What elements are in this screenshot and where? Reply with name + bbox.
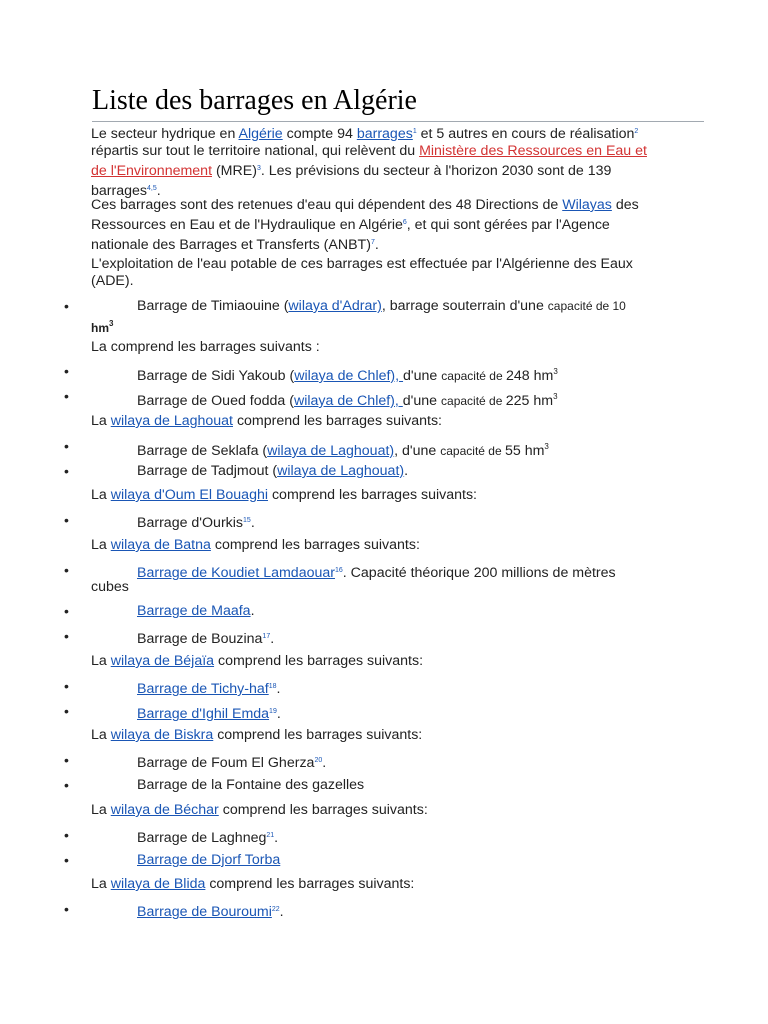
ref-link[interactable]: 16	[334, 567, 343, 574]
link-barrage-tichy-haf[interactable]: Barrage de Tichy-haf	[137, 681, 269, 697]
text: d'une	[402, 393, 442, 409]
text: .	[156, 183, 161, 199]
heading-text	[91, 653, 423, 670]
text: .	[250, 515, 255, 531]
text: Barrage de Laghneg	[137, 830, 267, 846]
item-text	[137, 827, 278, 847]
text: hm	[91, 321, 109, 335]
text: .	[322, 755, 327, 771]
link-wilaya-laghouat[interactable]: wilaya de Laghouat)	[277, 463, 405, 479]
ref-link[interactable]: 7	[370, 239, 375, 246]
heading-text	[91, 339, 320, 356]
item-text	[137, 703, 281, 723]
item-text: Barrage de la Fontaine des gazelles	[137, 777, 365, 793]
link-wilaya-biskra[interactable]: wilaya de Biskra	[110, 727, 214, 743]
item-text	[137, 852, 280, 869]
link-wilaya-oum-el-bouaghi[interactable]: wilaya d'Oum El Bouaghi	[110, 487, 269, 503]
bullet: •	[64, 363, 69, 379]
heading-text	[91, 727, 422, 744]
text: , d'une	[394, 443, 441, 459]
text: .	[279, 904, 284, 920]
text: . Capacité théorique 200 millions de mètres	[342, 565, 616, 581]
superscript: 3	[544, 442, 549, 451]
link-wilaya-bejaia[interactable]: wilaya de Béjaïa	[110, 653, 215, 669]
text: La	[91, 339, 107, 355]
bullet: •	[64, 603, 69, 619]
bullet: •	[64, 678, 69, 694]
text: comprend les barrages suivants:	[233, 413, 442, 429]
text: La	[91, 537, 111, 553]
text: Barrage de Seklafa (	[137, 443, 268, 459]
bullet: •	[64, 628, 69, 644]
text: comprend les barrages suivants:	[213, 727, 423, 743]
link-wilaya-chlef[interactable]: wilaya de Chlef),	[294, 368, 404, 384]
bullet: •	[64, 852, 69, 868]
superscript: 3	[553, 392, 558, 401]
text: Barrage de Sidi Yakoub (	[137, 368, 295, 384]
text: des Ressources en Eau et de l'Hydraulique en Algérie	[91, 197, 639, 233]
ref-link[interactable]: 3	[256, 165, 261, 172]
text: . Les prévisions du secteur à l'horizon 2030 sont de 139 barrages	[91, 163, 612, 199]
text: comprend les barrages suivants:	[205, 876, 415, 892]
text: .	[374, 237, 379, 253]
text: cubes	[91, 579, 129, 595]
item-text	[137, 901, 284, 921]
text: 225 hm	[505, 393, 554, 409]
item-text	[137, 562, 616, 582]
text: Barrage d'Ourkis	[137, 515, 244, 531]
intro-paragraph-2	[91, 197, 651, 254]
text: La	[91, 876, 111, 892]
link-barrage-koudiet-lamdaouar[interactable]: Barrage de Koudiet Lamdaouar	[137, 565, 335, 581]
text: répartis sur tout le territoire national, qui relèvent du	[91, 143, 420, 159]
item-text	[137, 438, 549, 460]
bullet: •	[64, 752, 69, 768]
text: Barrage de Bouzina	[137, 631, 263, 647]
page-title: Liste des barrages en Algérie	[92, 84, 704, 122]
bullet: •	[64, 777, 69, 793]
link-barrage-djorf-torba[interactable]: Barrage de Djorf Torba	[137, 852, 281, 868]
text: La	[91, 727, 111, 743]
link-wilaya-adrar[interactable]: wilaya d'Adrar)	[288, 298, 382, 314]
item-text	[137, 678, 280, 698]
link-algerie[interactable]: Algérie	[238, 126, 283, 142]
text: .	[276, 706, 281, 722]
link-barrages[interactable]: barrages	[356, 126, 413, 142]
text: .	[250, 603, 255, 619]
ref-link[interactable]: 2	[634, 128, 639, 135]
link-barrage-ighil-emda[interactable]: Barrage d'Ighil Emda	[137, 706, 270, 722]
text: comprend les barrages suivants :	[110, 339, 320, 355]
text: , barrage souterrain d'une	[381, 298, 548, 314]
text: comprend les barrages suivants:	[218, 802, 428, 818]
link-wilaya-bechar[interactable]: wilaya de Béchar	[110, 802, 219, 818]
link-barrage-maafa[interactable]: Barrage de Maafa	[137, 603, 251, 619]
bullet: •	[64, 298, 69, 314]
link-wilaya-laghouat[interactable]: wilaya de Laghouat)	[267, 443, 395, 459]
item-text	[137, 388, 558, 410]
heading-text	[91, 802, 428, 819]
text: capacité de	[441, 394, 506, 408]
heading-text	[91, 537, 420, 554]
text: Barrage de Foum El Gherza	[137, 755, 315, 771]
text: comprend les barrages suivants:	[268, 487, 477, 503]
text: Barrage de Tadjmout (	[137, 463, 278, 479]
ref-link[interactable]: 15	[243, 517, 251, 524]
item-text	[137, 512, 255, 532]
superscript: 3	[109, 319, 114, 328]
text: d'une	[403, 368, 442, 384]
superscript: 3	[553, 367, 558, 376]
text: compte 94	[282, 126, 357, 142]
ref-link[interactable]: 20	[314, 757, 323, 764]
item-text	[137, 363, 558, 385]
bullet: •	[64, 562, 69, 578]
text: , et qui sont gérées par l'Agence nationale des Barrages et Transferts (ANBT)	[91, 217, 610, 253]
heading-text	[91, 487, 477, 504]
text: La	[91, 802, 111, 818]
text: capacité de	[441, 369, 506, 383]
text: La	[91, 487, 111, 503]
text: .	[404, 463, 409, 479]
text: et 5 autres en cours de réalisation	[416, 126, 635, 142]
item-text	[137, 752, 326, 772]
ref-link[interactable]: 1	[412, 128, 417, 135]
ref-link[interactable]: 19	[269, 708, 277, 715]
ref-link[interactable]: 17	[262, 633, 271, 640]
text: .	[274, 830, 279, 846]
heading-text	[91, 413, 442, 430]
unit-text	[91, 315, 113, 337]
item-text	[137, 298, 626, 315]
link-wilaya-laghouat[interactable]: wilaya de Laghouat	[110, 413, 233, 429]
bullet: •	[64, 388, 69, 404]
text: capacité de	[440, 444, 505, 458]
text: Barrage de Timiaouine (	[137, 298, 289, 314]
text: comprend les barrages suivants:	[210, 537, 420, 553]
intro-paragraph-3: L'exploitation de l'eau potable de ces barrages est effectuée par l'Algérienne des Eaux (ADE).	[91, 256, 633, 289]
bullet: •	[64, 512, 69, 528]
bullet: •	[64, 463, 69, 479]
text: La	[91, 413, 111, 429]
item-text	[137, 463, 408, 480]
link-wilaya-blida[interactable]: wilaya de Blida	[110, 876, 206, 892]
bullet: •	[64, 827, 69, 843]
text: .	[276, 681, 281, 697]
link-wilaya-batna[interactable]: wilaya de Batna	[110, 537, 211, 553]
text: Le secteur hydrique en	[91, 126, 239, 142]
text: capacité de 10	[547, 299, 626, 313]
text: 55 hm	[504, 443, 545, 459]
ref-link[interactable]: 22	[271, 906, 280, 913]
item-text	[137, 628, 274, 648]
text: Barrage de Oued fodda (	[137, 393, 294, 409]
heading-text	[91, 876, 414, 893]
text: comprend les barrages suivants:	[214, 653, 424, 669]
bullet: •	[64, 703, 69, 719]
item-text	[137, 603, 255, 620]
ref-link[interactable]: 18	[268, 683, 277, 690]
link-barrage-bouroumi[interactable]: Barrage de Bouroumi	[137, 904, 272, 920]
bullet: •	[64, 901, 69, 917]
ref-link[interactable]: 4,5	[147, 185, 157, 192]
text: .	[270, 631, 275, 647]
text: Ces barrages sont des retenues d'eau qui dépendent des 48 Directions de	[91, 197, 563, 213]
link-wilaya-chlef[interactable]: wilaya de Chlef),	[293, 393, 403, 409]
bullet: •	[64, 438, 69, 454]
text: La	[91, 653, 111, 669]
text: (MRE)	[212, 163, 257, 179]
link-ministere[interactable]: Ministère des Ressources en Eau et de l'Environnement	[91, 143, 647, 179]
link-wilayas[interactable]: Wilayas	[562, 197, 612, 213]
ref-link[interactable]: 6	[402, 219, 407, 226]
text: 248 hm	[505, 368, 554, 384]
intro-paragraph-1	[91, 123, 651, 200]
ref-link[interactable]: 21	[266, 832, 275, 839]
